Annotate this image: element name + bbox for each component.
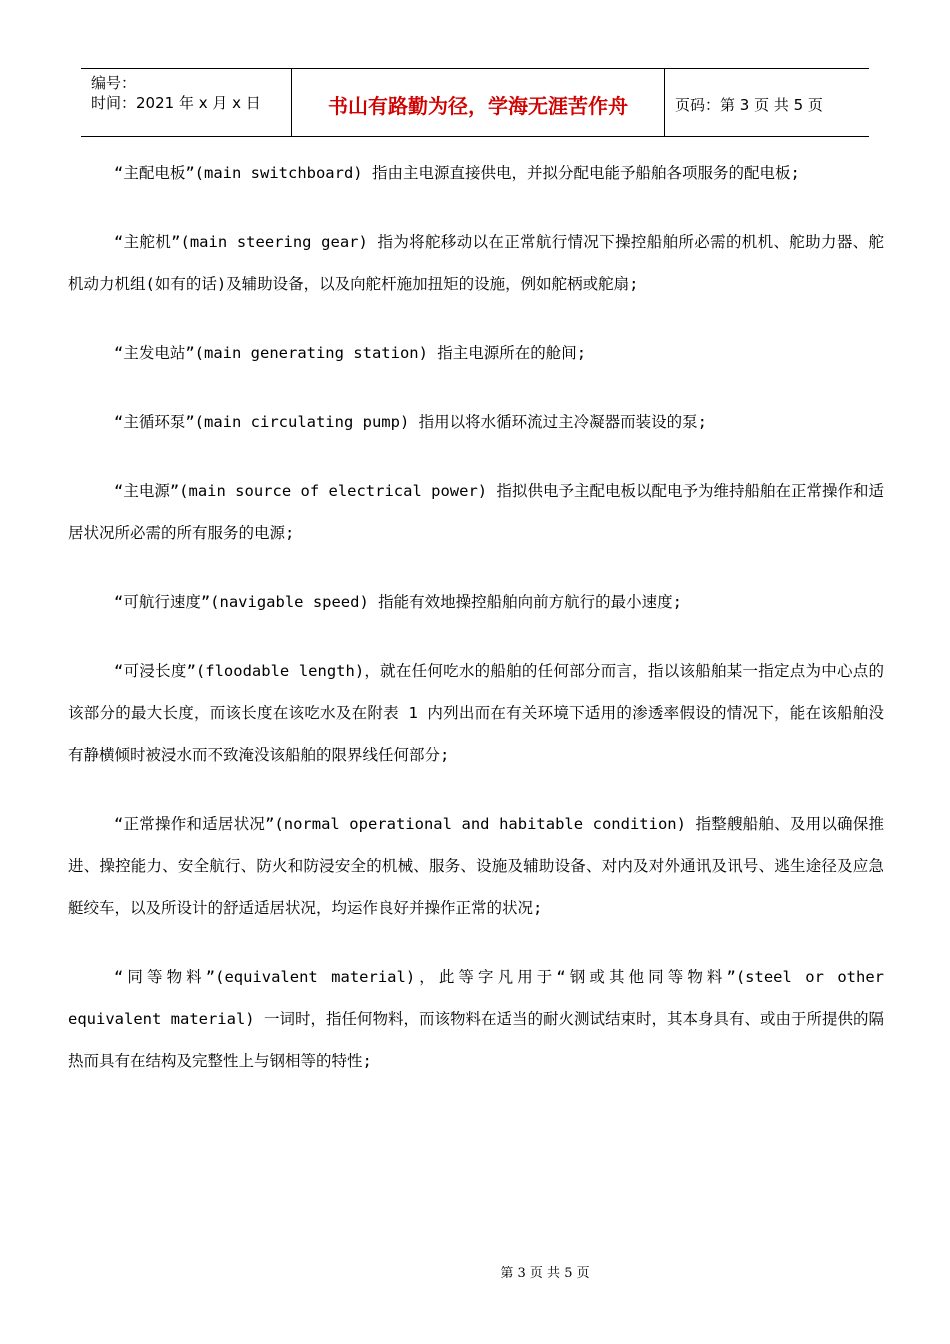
- definition-paragraph: “主舵机”(main steering gear) 指为将舵移动以在正常航行情况下操控船舶所必需的机机、舵助力器、舵机动力机组(如有的话)及辅助设备，以及向舵杆施加扭矩的设施，例如舵柄或舵扇;: [68, 233, 884, 293]
- header-page-info: 页码：第 3 页 共 5 页: [675, 96, 823, 114]
- definition-paragraph: “正常操作和适居状况”(normal operational and habitable condition) 指整艘船舶、及用以确保推进、操控能力、安全航行、防火和防浸安全的机械、服务、设施及辅助设备、对内及对外通讯及讯号、逃生途径及应急艇绞车，以及所设计的舒适适居状况，均运作良好并操作正常的状况;: [68, 815, 884, 917]
- header-motto: 书山有路勤为径，学海无涯苦作舟: [291, 69, 665, 136]
- definition-paragraph: “主循环泵”(main circulating pump) 指用以将水循环流过主冷凝器而装设的泵;: [114, 413, 707, 431]
- definition-paragraph: “主发电站”(main generating station) 指主电源所在的舱间;: [114, 344, 587, 362]
- definition-paragraph: “同等物料”(equivalent material)，此等字凡用于“钢或其他同等物料”(steel or other equivalent material) 一词时，指任何物料，而该物料在适当的耐火测试结束时，其本身具有、或由于所提供的隔热而具有在结构及完整性上与钢相等的特性;: [68, 968, 884, 1070]
- definition-paragraph: “主配电板”(main switchboard) 指由主电源直接供电，并拟分配电能予船舶各项服务的配电板;: [114, 164, 800, 182]
- footer-page-number: 第 3 页 共 5 页: [500, 1266, 590, 1281]
- page-footer: [0, 1262, 950, 1281]
- definition-paragraph: “可航行速度”(navigable speed) 指能有效地操控船舶向前方航行的最小速度;: [114, 593, 682, 611]
- number-label: 编号：: [91, 74, 137, 92]
- date-label: 时间：2021 年 x 月 x 日: [91, 94, 261, 112]
- definition-paragraph: “可浸长度”(floodable length)，就在任何吃水的船舶的任何部分而言，指以该船舶某一指定点为中心点的该部分的最大长度，而该长度在该吃水及在附表 1 内列出而在有关环境下适用的渗透率假设的情况下，能在该船舶没有静横倾时被浸水而不致淹没该船舶的限界线任何部分;: [68, 662, 884, 764]
- definition-paragraph: “主电源”(main source of electrical power) 指拟供电予主配电板以配电予为维持船舶在正常操作和适居状况所必需的所有服务的电源;: [68, 482, 884, 542]
- header-meta: [81, 69, 291, 136]
- page-header: [81, 68, 869, 137]
- document-body: [68, 152, 884, 1109]
